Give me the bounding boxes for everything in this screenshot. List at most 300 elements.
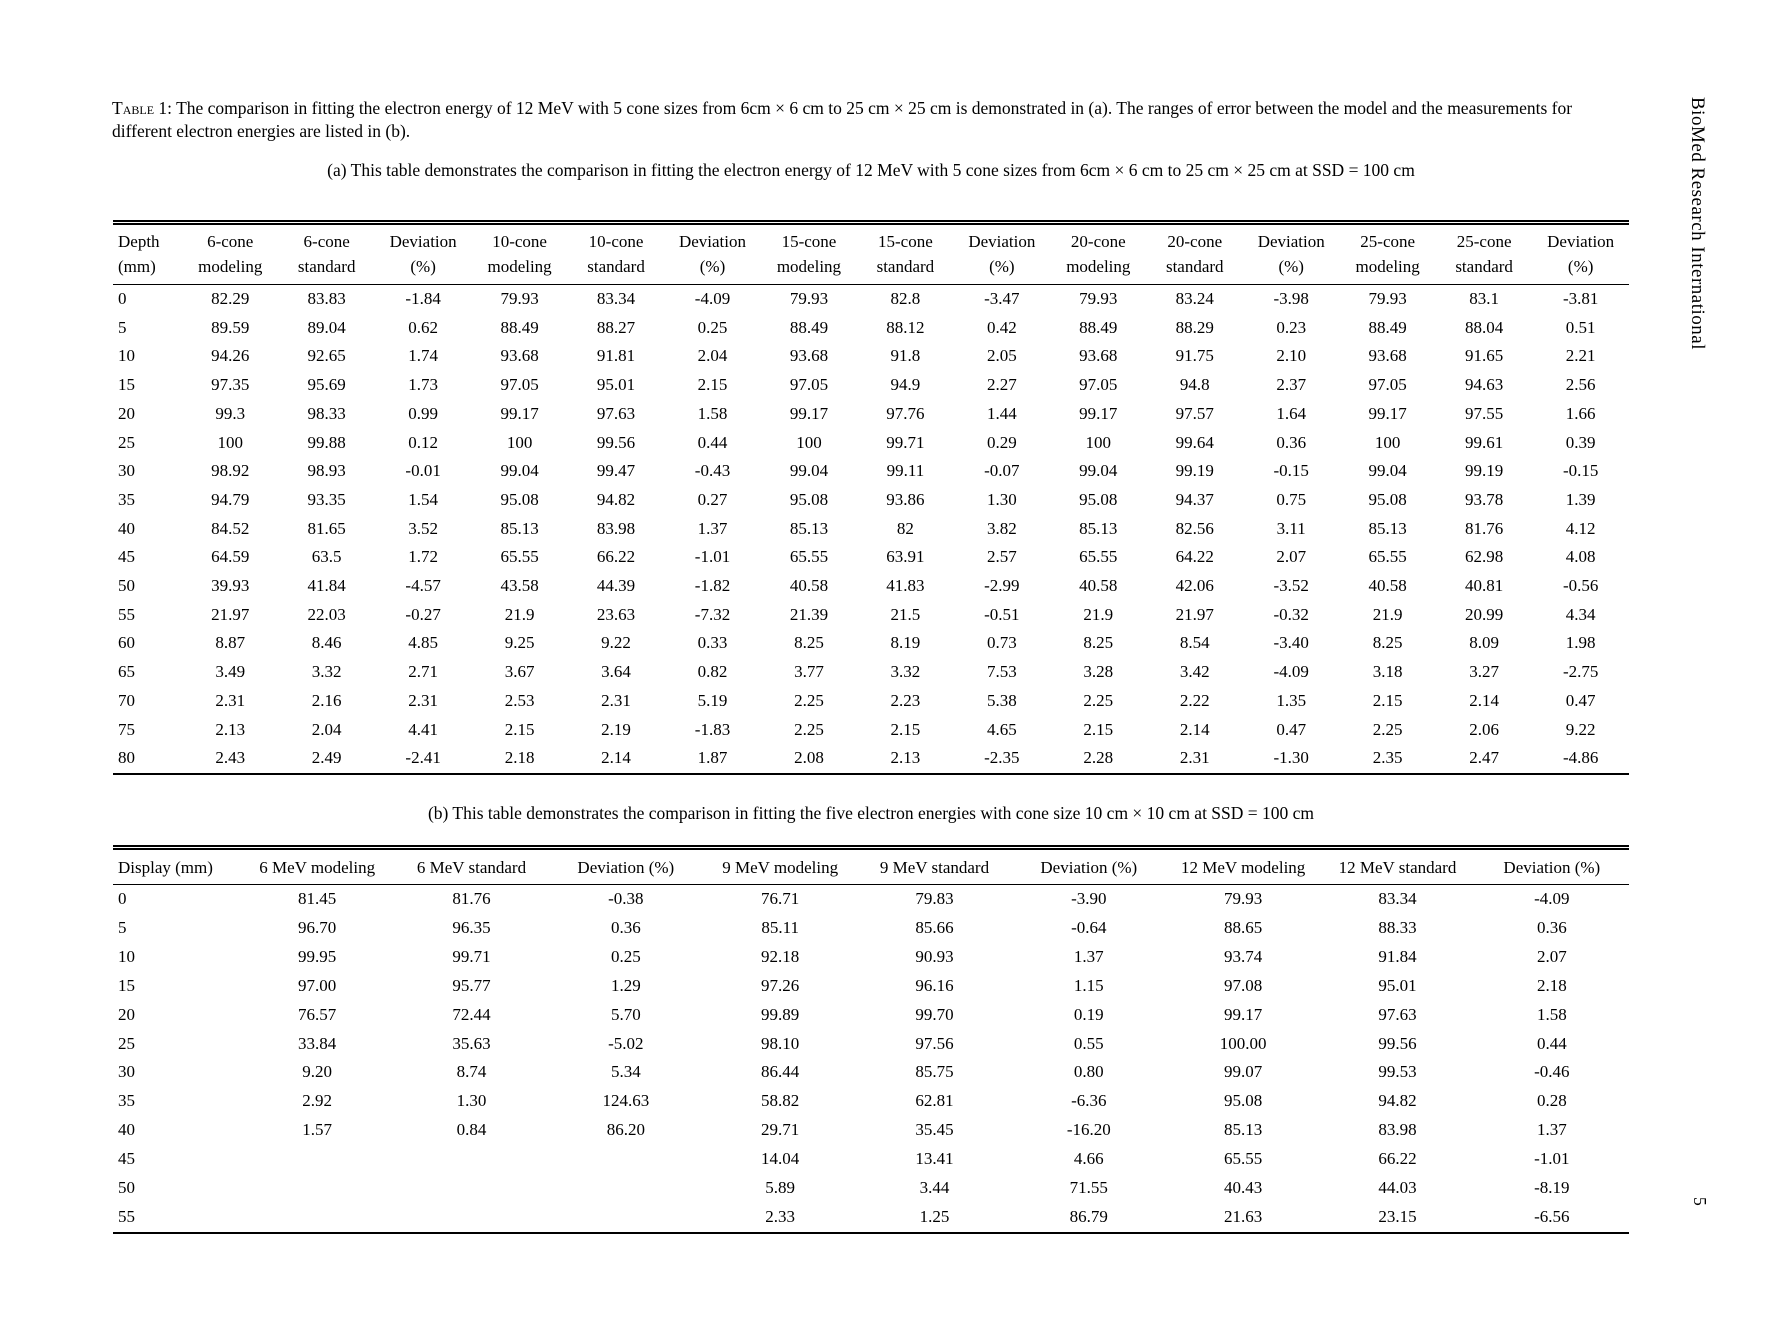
table-cell: 99.71 [452, 946, 491, 966]
table-cell: 8.25 [1372, 633, 1403, 653]
table-cell: 93.74 [1224, 946, 1263, 966]
table-cell: 96.35 [452, 917, 491, 937]
table-cell: 93.78 [1464, 489, 1504, 509]
table-row [113, 342, 1629, 371]
table-row [113, 1116, 1629, 1145]
table-a-body [113, 285, 1629, 774]
table-cell: 1.30 [986, 489, 1017, 509]
table-cell: 90.93 [915, 946, 954, 966]
table-cell: 95.08 [1368, 489, 1407, 509]
table-cell: 99.95 [298, 946, 337, 966]
table-row [113, 629, 1629, 658]
table-cell: 2.31 [215, 690, 246, 710]
table-cell: 99.04 [1079, 461, 1118, 481]
table-cell: 65.55 [500, 547, 539, 567]
table-cell: 95.77 [452, 975, 491, 995]
table-cell: 58.82 [761, 1091, 800, 1111]
table-cell: 2.23 [890, 690, 921, 710]
table-cell: 2.04 [697, 346, 728, 366]
table-cell: 23.63 [596, 604, 636, 624]
table-cell: 100.00 [1219, 1033, 1267, 1053]
table-cell: -1.01 [694, 547, 731, 567]
table-cell: 3.32 [890, 662, 921, 682]
table-cell: 41.83 [886, 576, 925, 596]
table-cell: -1.82 [694, 576, 731, 596]
table-cell: 100 [1374, 432, 1401, 452]
table-cell: 20 [118, 403, 135, 423]
table-cell: 93.68 [500, 346, 539, 366]
table-row [113, 429, 1629, 458]
table-cell: 97.05 [1368, 375, 1407, 395]
table-cell: 76.57 [298, 1004, 337, 1024]
table-cell: 1.57 [302, 1120, 333, 1140]
table-cell: 2.18 [1536, 975, 1567, 995]
table-cell: 4.41 [408, 719, 438, 739]
table-cell: -6.36 [1071, 1091, 1107, 1111]
table-cell: 79.93 [1224, 889, 1263, 908]
table-cell: 4.08 [1565, 547, 1596, 567]
table-cell: 94.79 [211, 489, 250, 509]
column-header: Depth (mm) [118, 232, 160, 276]
table-cell: 3.82 [986, 518, 1017, 538]
table-cell: 15 [118, 375, 135, 395]
table-cell: 25 [118, 1033, 135, 1053]
column-header: 20-cone modeling [1066, 232, 1131, 276]
table-cell: 88.12 [886, 317, 925, 337]
table-b-header [113, 848, 1629, 885]
table-cell: -4.57 [405, 576, 441, 596]
table-cell: 1.54 [408, 489, 438, 509]
table-cell: -0.64 [1071, 917, 1107, 937]
table-cell: 2.71 [408, 662, 438, 682]
table-cell: 40 [118, 1120, 135, 1140]
table-cell: 3.67 [504, 662, 535, 682]
table-cell: 91.75 [1175, 346, 1214, 366]
table-cell: -0.32 [1273, 604, 1309, 624]
table-cell: 21.97 [211, 604, 250, 624]
table-cell: -3.52 [1273, 576, 1309, 596]
table-cell: 83.83 [307, 289, 346, 308]
table-cell: -8.19 [1534, 1178, 1570, 1198]
table-cell: 65.55 [1368, 547, 1407, 567]
table-cell: 2.15 [504, 719, 535, 739]
table-cell: -2.75 [1562, 662, 1599, 682]
table-cell: 2.18 [504, 748, 535, 768]
table-row [113, 972, 1629, 1001]
table-cell: 45 [118, 1149, 135, 1169]
table-cell: 99.11 [886, 461, 925, 481]
table-cell: 21.9 [1083, 604, 1114, 624]
table-cell: 3.64 [601, 662, 631, 682]
table-cell: 55 [118, 1206, 135, 1226]
table-row [113, 1058, 1629, 1087]
table-cell: 2.04 [311, 719, 342, 739]
table-cell: -0.51 [984, 604, 1020, 624]
table-cell: 2.43 [215, 748, 246, 768]
table-cell: 99.64 [1175, 432, 1214, 452]
table-cell: 94.82 [596, 489, 636, 509]
table-cell: 2.07 [1536, 946, 1567, 966]
table-cell: 84.52 [211, 518, 250, 538]
table-cell: 4.65 [986, 719, 1017, 739]
table-cell [549, 1145, 703, 1174]
table-cell: 2.13 [215, 719, 246, 739]
table-cell: 64.59 [211, 547, 250, 567]
table-cell: 100 [1085, 432, 1112, 452]
table-cell: -3.40 [1273, 633, 1309, 653]
table-cell: 0.25 [610, 946, 641, 966]
table-cell: 2.25 [794, 690, 824, 710]
table-cell: 3.11 [1276, 518, 1306, 538]
table-cell [394, 1174, 548, 1203]
table-cell: 1.98 [1565, 633, 1596, 653]
table-cell: 5.70 [610, 1004, 641, 1024]
table-cell: 2.14 [1179, 719, 1210, 739]
table-cell: 88.29 [1175, 317, 1214, 337]
subtable-b-caption: (b) This table demonstrates the comparison in fitting the five electron energies with cone size 10 cm × 10 cm at SSD = 100 cm [427, 803, 1315, 823]
table-caption-label: Table 1: [112, 98, 173, 118]
table-cell: 83.1 [1469, 289, 1499, 308]
table-cell [549, 1174, 703, 1203]
table-cell: -2.99 [984, 576, 1020, 596]
table-cell: 95.08 [789, 489, 829, 509]
table-cell: 86.79 [1069, 1206, 1108, 1226]
table-b-container [113, 845, 1629, 1234]
table-cell: 60 [118, 633, 135, 653]
table-cell: 44.39 [596, 576, 636, 596]
table-cell: 86.44 [761, 1062, 800, 1082]
table-cell: 83.34 [596, 289, 636, 308]
table-cell: 20 [118, 1004, 135, 1024]
table-row [113, 885, 1629, 914]
table-cell: 2.25 [794, 719, 824, 739]
table-cell: 0.82 [697, 662, 728, 682]
table-cell [394, 1203, 548, 1233]
table-cell: 2.25 [1083, 690, 1114, 710]
table-cell: 3.27 [1469, 662, 1499, 682]
column-header: 10-cone standard [587, 232, 645, 276]
table-row [113, 314, 1629, 343]
table-cell: 99.71 [886, 432, 925, 452]
table-cell: 25 [118, 432, 135, 452]
table-cell: 50 [118, 1178, 135, 1198]
table-cell: -1.01 [1534, 1149, 1570, 1169]
table-cell: 0.47 [1276, 719, 1307, 739]
table-cell: 30 [118, 1062, 135, 1082]
table-cell: 8.25 [794, 633, 824, 653]
table-row [113, 543, 1629, 572]
table-cell: 29.71 [761, 1120, 800, 1140]
table-cell: 0.36 [1276, 432, 1307, 452]
table-cell: 99.04 [1368, 461, 1407, 481]
table-cell: 95.08 [1079, 489, 1118, 509]
table-cell: 14.04 [761, 1149, 800, 1169]
table-cell: 0.44 [1536, 1033, 1567, 1053]
table-cell: 85.13 [1368, 518, 1407, 538]
table-cell: 5.34 [610, 1062, 641, 1082]
table-cell: 86.20 [606, 1120, 645, 1140]
table-cell: 42.06 [1175, 576, 1214, 596]
table-cell: 94.9 [890, 375, 921, 395]
table-cell: -2.35 [984, 748, 1020, 768]
table-a [113, 220, 1629, 775]
table-cell: 43.58 [500, 576, 539, 596]
table-cell: -3.98 [1273, 289, 1309, 308]
table-cell: -4.09 [1273, 662, 1309, 682]
table-cell: 97.57 [1175, 403, 1214, 423]
table-cell: 81.76 [452, 889, 491, 908]
table-cell: 95.08 [500, 489, 539, 509]
table-cell [394, 1145, 548, 1174]
table-cell: 8.74 [456, 1062, 487, 1082]
table-cell: 2.37 [1276, 375, 1307, 395]
table-cell: 3.32 [311, 662, 342, 682]
table-cell: 0.84 [456, 1120, 487, 1140]
table-cell: 0.47 [1565, 690, 1596, 710]
table-cell: 1.72 [408, 547, 438, 567]
table-cell: 2.19 [601, 719, 631, 739]
table-cell: 100 [796, 432, 822, 452]
table-cell: 2.25 [1372, 719, 1403, 739]
table-cell: 85.13 [1079, 518, 1118, 538]
table-cell: 124.63 [602, 1091, 650, 1111]
column-header: 15-cone modeling [776, 232, 842, 276]
table-row [113, 400, 1629, 429]
table-cell: 4.66 [1073, 1149, 1104, 1169]
table-cell: 23.15 [1378, 1206, 1417, 1226]
table-cell: 93.35 [307, 489, 346, 509]
column-header: 10-cone modeling [487, 232, 552, 276]
table-cell: 81.76 [1464, 518, 1504, 538]
table-cell: 82.29 [211, 289, 250, 308]
table-cell: 2.15 [1083, 719, 1114, 739]
table-cell: 21.9 [504, 604, 535, 624]
table-cell: -0.46 [1534, 1062, 1570, 1082]
table-cell: 91.81 [596, 346, 636, 366]
page-number: 5 [1690, 1197, 1710, 1206]
table-cell: 93.68 [789, 346, 829, 366]
table-header-row [113, 223, 1629, 285]
table-row [113, 486, 1629, 515]
table-cell: 2.16 [311, 690, 342, 710]
table-row [113, 1087, 1629, 1116]
table-cell: 85.75 [915, 1062, 954, 1082]
table-cell: 2.05 [986, 346, 1017, 366]
table-cell: 100 [506, 432, 533, 452]
table-cell: 0.44 [697, 432, 728, 452]
table-cell: 9.20 [302, 1062, 333, 1082]
table-cell: -0.15 [1273, 461, 1309, 481]
table-cell: 97.56 [915, 1033, 954, 1053]
table-cell: 92.65 [307, 346, 346, 366]
column-header: 12 MeV modeling [1180, 858, 1306, 877]
table-cell: 0.33 [697, 633, 728, 653]
table-cell: 98.93 [307, 461, 346, 481]
table-cell: 3.52 [408, 518, 438, 538]
table-cell: 50 [118, 576, 135, 596]
table-cell: 1.64 [1276, 403, 1307, 423]
table-cell: 1.35 [1276, 690, 1307, 710]
table-cell: 99.89 [761, 1004, 800, 1024]
table-cell: 2.31 [1179, 748, 1210, 768]
table-cell: 65.55 [1079, 547, 1118, 567]
table-cell: 97.76 [886, 403, 925, 423]
table-cell: 35.63 [452, 1033, 491, 1053]
table-cell: 0.27 [697, 489, 728, 509]
table-cell: 40.81 [1464, 576, 1504, 596]
table-cell: 8.09 [1469, 633, 1499, 653]
column-header: 15-cone standard [876, 232, 935, 276]
table-cell: 3.49 [215, 662, 246, 682]
table-cell: 94.8 [1179, 375, 1210, 395]
table-cell: 88.33 [1378, 917, 1417, 937]
table-cell: 3.77 [794, 662, 824, 682]
column-header: 12 MeV standard [1338, 858, 1457, 877]
table-cell: 79.93 [500, 289, 539, 308]
table-cell: 88.49 [789, 317, 829, 337]
table-cell: 85.13 [500, 518, 539, 538]
table-cell: 99.47 [596, 461, 636, 481]
table-cell: 99.07 [1224, 1062, 1263, 1082]
table-cell: 83.98 [1378, 1120, 1417, 1140]
table-cell: 99.56 [596, 432, 636, 452]
table-cell: 62.98 [1464, 547, 1504, 567]
table-cell: 8.25 [1083, 633, 1114, 653]
table-cell: 8.87 [215, 633, 246, 653]
table-row [113, 1203, 1629, 1233]
table-cell: 1.37 [1536, 1120, 1567, 1140]
table-cell: 97.26 [761, 975, 800, 995]
table-cell: 5.19 [697, 690, 728, 710]
table-cell: 88.49 [1079, 317, 1118, 337]
table-a-container [113, 220, 1629, 775]
table-cell: 2.33 [765, 1206, 796, 1226]
table-cell: -0.07 [984, 461, 1020, 481]
table-cell: -4.09 [694, 289, 731, 308]
table-cell: 89.04 [307, 317, 346, 337]
table-cell: 92.18 [761, 946, 800, 966]
column-header: Deviation (%) [1547, 232, 1615, 276]
table-cell: 91.84 [1378, 946, 1417, 966]
table-cell: 1.66 [1565, 403, 1596, 423]
table-cell: 0.39 [1565, 432, 1596, 452]
table-cell: 0 [118, 289, 127, 308]
table-cell: 41.84 [307, 576, 346, 596]
table-cell: 0.62 [408, 317, 438, 337]
table-cell: 99.56 [1378, 1033, 1417, 1053]
table-cell: 1.39 [1565, 489, 1596, 509]
table-cell: 82.56 [1175, 518, 1214, 538]
table-cell: 8.19 [890, 633, 921, 653]
table-cell: 97.05 [789, 375, 829, 395]
table-row [113, 285, 1629, 314]
table-row [113, 601, 1629, 630]
table-cell: -0.01 [405, 461, 441, 481]
table-cell: 15 [118, 975, 135, 995]
table-cell: -4.09 [1534, 889, 1570, 908]
table-cell: 8.46 [311, 633, 342, 653]
table-cell: 79.93 [789, 289, 829, 308]
table-cell: 85.13 [1224, 1120, 1263, 1140]
table-cell: 65.55 [1224, 1149, 1263, 1169]
table-cell: 2.21 [1565, 346, 1596, 366]
table-cell: 0.23 [1276, 317, 1307, 337]
table-cell: 91.8 [890, 346, 921, 366]
table-cell: 2.27 [986, 375, 1017, 395]
table-cell: 13.41 [915, 1149, 954, 1169]
table-cell: 79.83 [915, 889, 954, 908]
table-cell: 97.63 [596, 403, 636, 423]
table-cell: 99.17 [1079, 403, 1118, 423]
table-cell: 1.87 [697, 748, 728, 768]
column-header: Display (mm) [118, 858, 213, 877]
table-cell: 2.07 [1276, 547, 1307, 567]
table-row [113, 1030, 1629, 1059]
table-cell: 76.71 [761, 889, 800, 908]
table-cell: 65 [118, 662, 135, 682]
table-cell: -1.30 [1273, 748, 1309, 768]
table-cell: 62.81 [915, 1091, 954, 1111]
table-cell: 1.29 [610, 975, 641, 995]
table-cell: 2.35 [1372, 748, 1403, 768]
table-cell: 3.18 [1372, 662, 1403, 682]
table-cell: 1.37 [1073, 946, 1104, 966]
table-cell: 1.30 [456, 1091, 487, 1111]
table-cell: 99.17 [1368, 403, 1407, 423]
table-cell: 22.03 [307, 604, 346, 624]
table-cell: 85.66 [915, 917, 954, 937]
table-cell: 94.63 [1464, 375, 1504, 395]
table-cell: -0.27 [405, 604, 441, 624]
table-cell: 0.42 [986, 317, 1017, 337]
table-cell: 99.17 [1224, 1004, 1263, 1024]
journal-running-head: BioMed Research International [1687, 97, 1708, 350]
table-cell [240, 1203, 394, 1233]
table-cell: 2.31 [408, 690, 438, 710]
table-cell: 63.5 [311, 547, 342, 567]
table-cell: 40.58 [1079, 576, 1118, 596]
table-cell: 1.74 [408, 346, 438, 366]
column-header: 20-cone standard [1165, 232, 1224, 276]
table-cell: -7.32 [694, 604, 731, 624]
table-cell: 35 [118, 1091, 135, 1111]
table-cell: 21.63 [1224, 1206, 1263, 1226]
table-cell: 4.85 [408, 633, 438, 653]
table-cell: 98.10 [761, 1033, 800, 1053]
table-cell: 2.53 [504, 690, 535, 710]
column-header: 25-cone modeling [1355, 232, 1420, 276]
table-cell: 2.49 [311, 748, 342, 768]
table-cell: 40.58 [789, 576, 829, 596]
table-cell: 1.58 [697, 403, 728, 423]
table-cell: 97.00 [298, 975, 337, 995]
column-header: 6 MeV modeling [259, 858, 376, 877]
table-cell: 30 [118, 461, 135, 481]
table-row [113, 457, 1629, 486]
table-cell: 40.43 [1224, 1178, 1263, 1198]
table-header-row [113, 848, 1629, 885]
table-cell: -2.41 [405, 748, 441, 768]
table-row [113, 914, 1629, 943]
table-cell: 89.59 [211, 317, 250, 337]
table-cell: 21.5 [890, 604, 921, 624]
table-cell: 2.14 [601, 748, 631, 768]
table-cell: 79.93 [1368, 289, 1407, 308]
table-cell: -6.56 [1534, 1206, 1570, 1226]
table-cell: -0.15 [1562, 461, 1599, 481]
table-cell: 85.13 [789, 518, 829, 538]
table-cell: 64.22 [1175, 547, 1214, 567]
